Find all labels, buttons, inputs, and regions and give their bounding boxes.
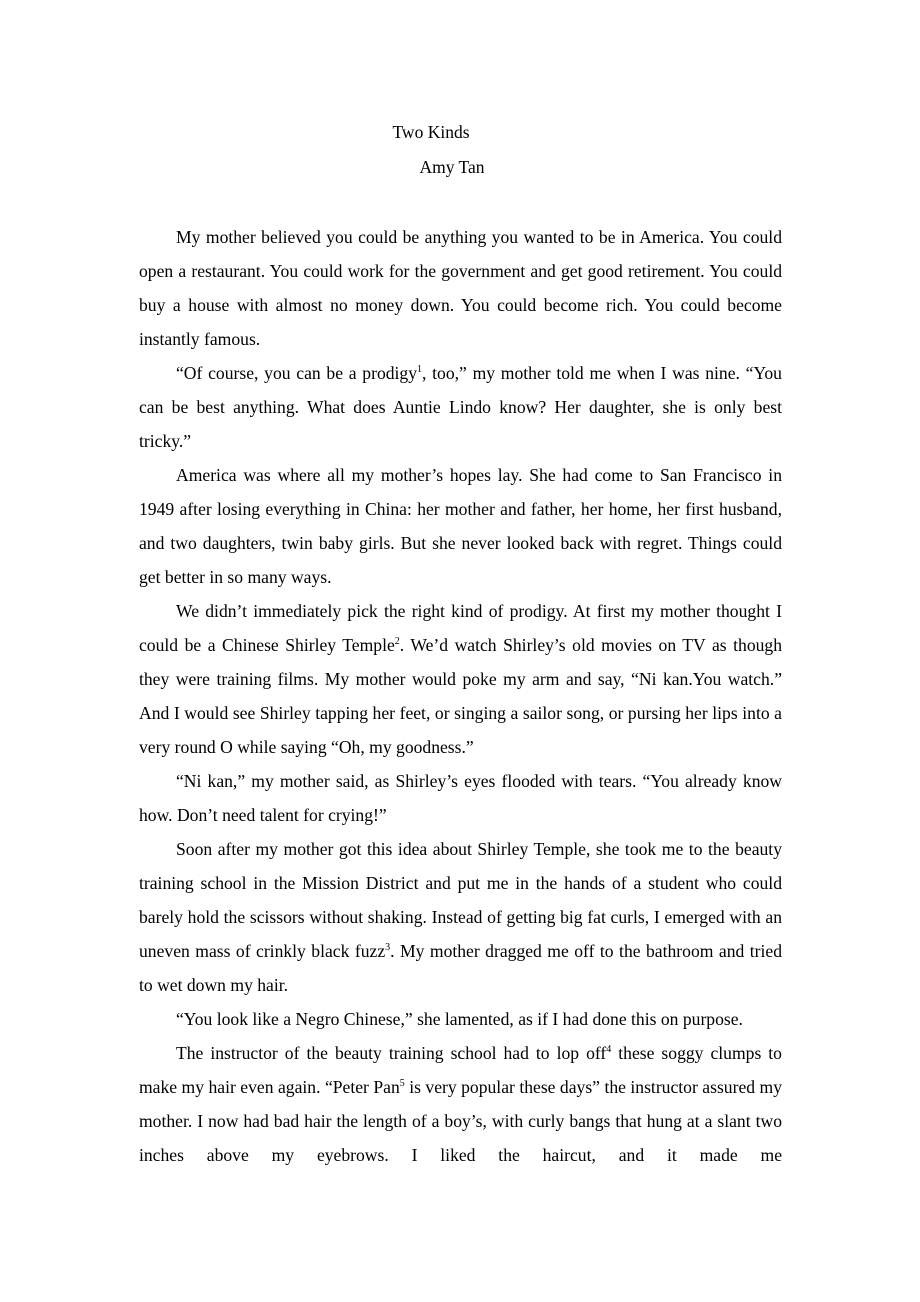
story-body — [139, 220, 782, 1172]
footnote-marker: 3 — [385, 942, 391, 953]
story-paragraph — [139, 1036, 782, 1172]
story-paragraph — [139, 764, 782, 832]
paragraph-text: “You look like a Negro Chinese,” she lamented, as if I had done this on purpose. — [176, 1009, 743, 1029]
story-paragraph — [139, 220, 782, 356]
footnote-marker: 2 — [394, 636, 400, 647]
paragraph-text: , too,” my mother told me when I was nine. “You can be best anything. What does Auntie Lindo know? Her daughter, she is only best tricky.” — [139, 363, 782, 451]
footnote-marker: 5 — [399, 1078, 405, 1089]
paragraph-text: is very popular these days” the instructor assured my mother. I now had bad hair the length of a boy’s, with curly bangs that hung at a slant two inches above my eyebrows. I liked the haircut, and it made me — [139, 1077, 782, 1165]
story-paragraph — [139, 458, 782, 594]
footnote-marker: 1 — [417, 364, 423, 375]
paragraph-text: America was where all my mother’s hopes lay. She had come to San Francisco in 1949 after losing everything in China: her mother and father, her home, her first husband, and two daughters, twin baby girls. But she never looked back with regret. Things could get better in so many ways. — [139, 465, 782, 587]
paragraph-text: “Ni kan,” my mother said, as Shirley’s eyes flooded with tears. “You already know how. Don’t need talent for crying!” — [139, 771, 782, 825]
paragraph-text: . My mother dragged me off to the bathroom and tried to wet down my hair. — [139, 941, 782, 995]
story-paragraph — [139, 356, 782, 458]
paragraph-text: My mother believed you could be anything you wanted to be in America. You could open a restaurant. You could work for the government and get good retirement. You could buy a house with almost no money down. You could become rich. You could become instantly famous. — [139, 227, 782, 349]
document-author: Amy Tan — [419, 157, 485, 177]
story-paragraph — [139, 832, 782, 1002]
story-paragraph — [139, 594, 782, 764]
paragraph-text: . We’d watch Shirley’s old movies on TV as though they were training films. My mother would poke my arm and say, “Ni kan.You watch.” And I would see Shirley tapping her feet, or singing a sailor song, or pursing her lips into a very round O while saying “Oh, my goodness.” — [139, 635, 783, 757]
paragraph-text: The instructor of the beauty training school had to lop off — [176, 1043, 607, 1063]
footnote-marker: 4 — [606, 1044, 612, 1055]
paragraph-text: these soggy clumps to make my hair even again. “Peter Pan — [139, 1043, 782, 1097]
paragraph-text: Soon after my mother got this idea about Shirley Temple, she took me to the beauty training school in the Mission District and put me in the hands of a student who could barely hold the scissors without shaking. Instead of getting big fat curls, I emerged with an uneven mass of crinkly black fuzz — [139, 839, 782, 961]
paragraph-text: We didn’t immediately pick the right kind of prodigy. At first my mother thought I could be a Chinese Shirley Temple — [139, 601, 782, 655]
story-paragraph — [139, 1002, 782, 1036]
document-title: Two Kinds — [392, 122, 470, 142]
paragraph-text: “Of course, you can be a prodigy — [176, 363, 418, 383]
